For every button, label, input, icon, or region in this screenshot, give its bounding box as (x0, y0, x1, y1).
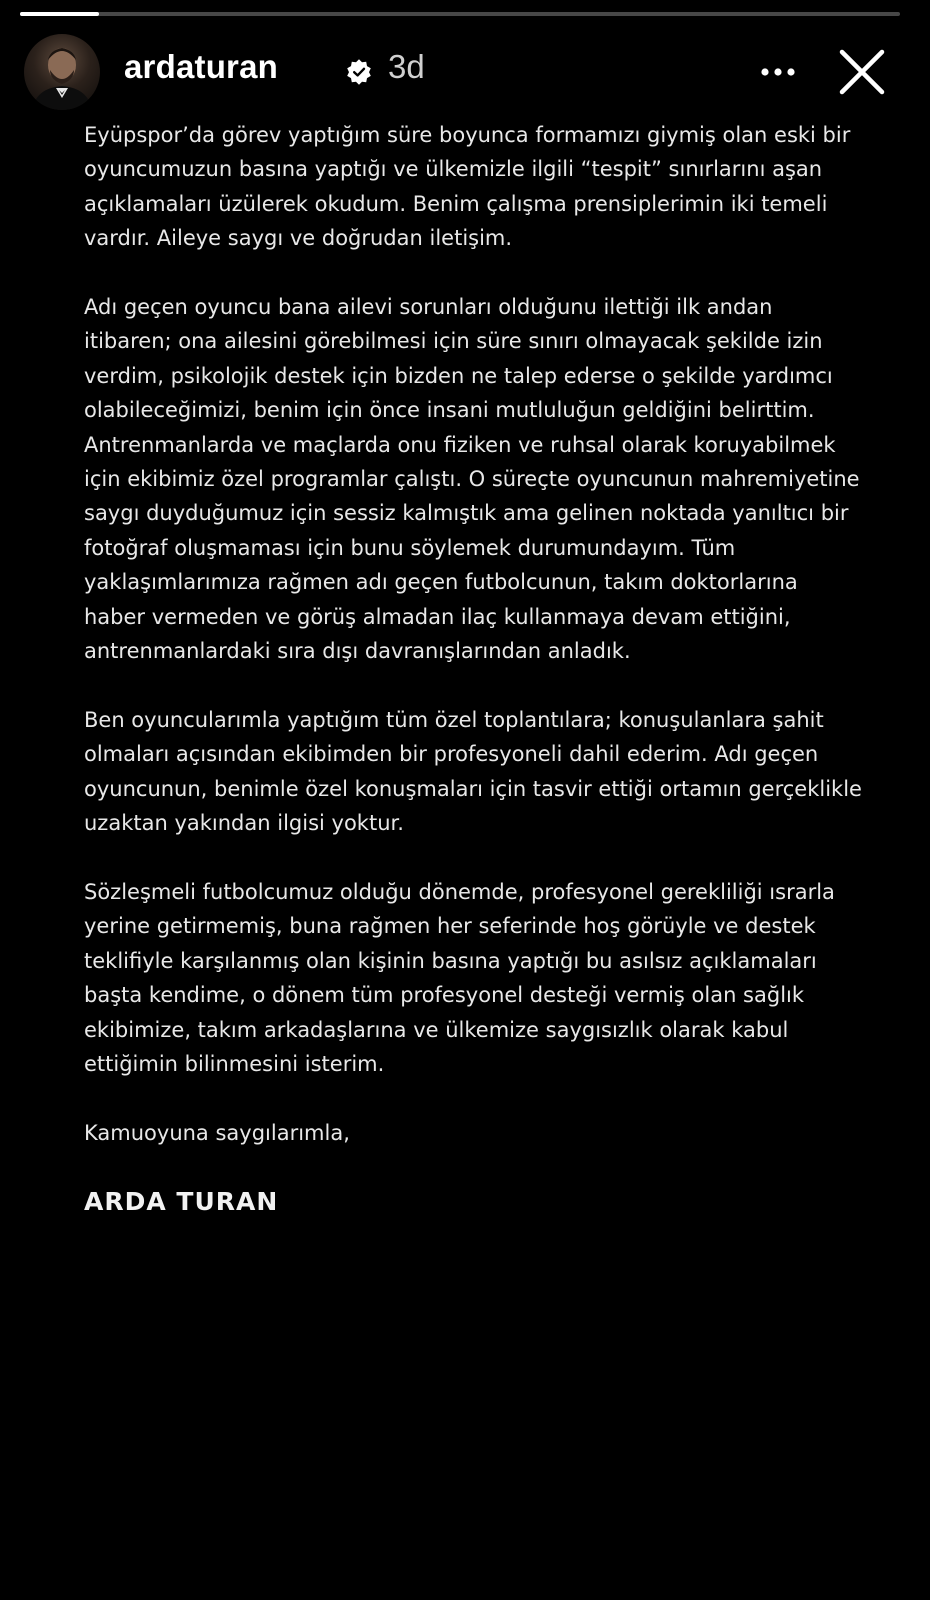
story-progress-fill (20, 12, 99, 16)
signature: ARDA TURAN (84, 1186, 279, 1216)
closing-line: Kamuoyuna saygılarımla, (84, 1120, 350, 1145)
three-dots-icon[interactable] (754, 54, 802, 90)
story-progress-bar (20, 12, 900, 16)
paragraph-1: Eyüpspor’da görev yaptığım süre boyunca formamızı giymiş olan eski bir oyuncumuzun basına yaptığı ve ülkemizle ilgili “tespit” sınırlarını aşan açıklamaları üzülerek okudum. Benim çalışma prensiplerimin iki temeli vardır. Aileye saygı ve doğrudan iletişim. (84, 123, 851, 251)
close-icon[interactable] (834, 44, 890, 100)
paragraph-4: Sözleşmeli futbolcumuz olduğu dönemde, profesyonel gerekliliği ısrarla yerine getirmemiş, buna rağmen her seferinde hoş görüyle ve destek teklifiyle karşılanmış olan kişinin basına yaptığı bu asılsız açıklamaları başta kendime, o dönem tüm profesyonel desteği vermiş olan sağlık ekibimize, takım arkadaşlarına ve ülkemize saygısızlık olarak kabul ettiğimin bilinmesini isterim. (84, 879, 835, 1076)
avatar[interactable] (24, 34, 100, 110)
story-header (24, 34, 910, 112)
paragraph-2: Adı geçen oyuncu bana ailevi sorunları olduğunu ilettiği ilk andan itibaren; ona ailesini görebilmesi için süre sınırı olmayacak şekilde izin verdim, psikolojik destek için bizden ne talep ederse o şekilde yardımcı olabileceğimizi, benim için önce insani mutluluğun geldiğini belirttim. Antrenmanlarda ve maçlarda onu fiziken ve ruhsal olarak koruyabilmek için ekibimiz özel programlar çalıştı. O süreçte oyuncunun mahremiyetine saygı duyduğumuz için sessiz kalmıştık ama gelinen noktada yanıltıcı bir fotoğraf oluşmaması için bunu söylemek durumundayım. Tüm yaklaşımlarımıza rağmen adı geçen futbolcunun, takım doktorlarına haber vermeden ve görüş almadan ilaç kullanmaya devam ettiğini, antrenmanlardaki sıra dışı davranışlarından anladık. (84, 295, 860, 664)
username-link[interactable]: ardaturan (124, 48, 279, 85)
paragraph-3: Ben oyuncularımla yaptığım tüm özel toplantılara; konuşulanlara şahit olmaları açısından ekibimden bir profesyoneli dahil ederim. Adı geçen oyuncunun, benimle özel konuşmaları için tasvir ettiği ortamın gerçeklikle uzaktan yakından ilgisi yoktur. (84, 707, 862, 836)
verified-badge-icon (346, 59, 372, 85)
statement-text (84, 118, 864, 1219)
post-time: 3d (388, 48, 425, 85)
